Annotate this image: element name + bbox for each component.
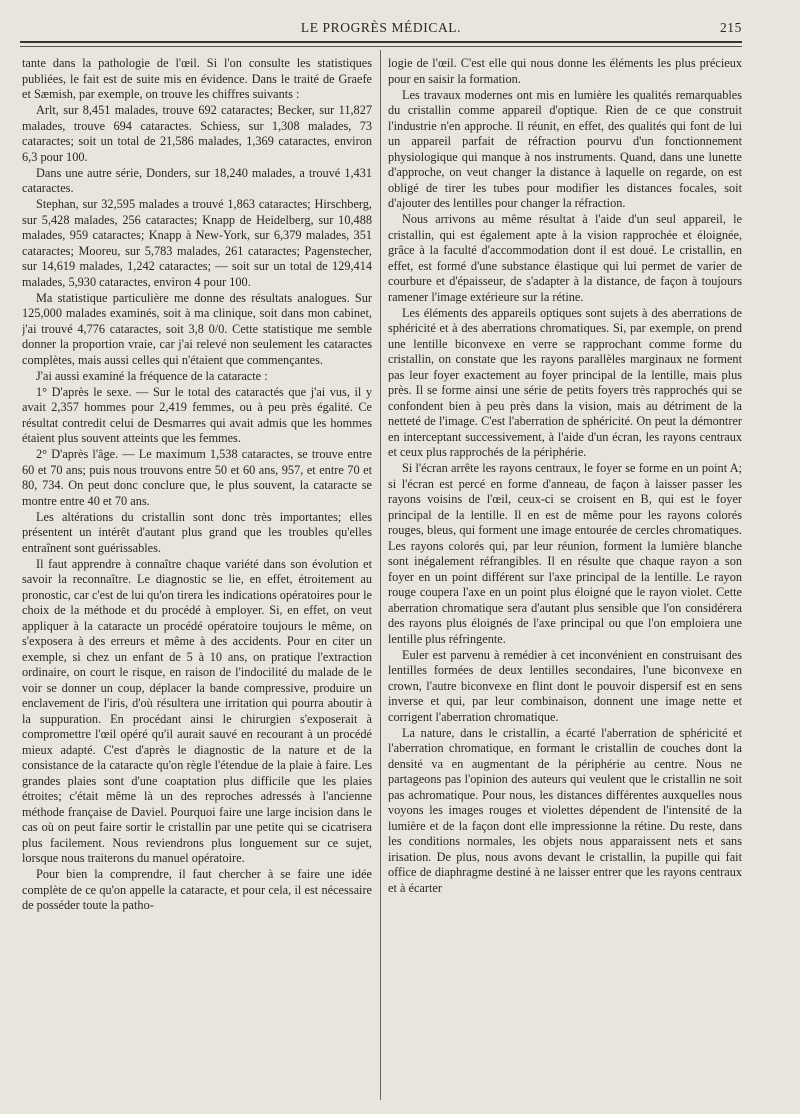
running-header: [20, 18, 742, 38]
right-column: [388, 56, 742, 1106]
paragraph: Euler est parvenu à remédier à cet inconvénient en construisant des lentilles formées de deux lentilles secondaires, l'une biconvexe en crown, l'autre biconvexe en flint dont le pouvoir dispersif est en sens inverse et qui, par leur combinaison, donnent une image nette et corrigent l'aberration chromatique.: [388, 647, 742, 724]
journal-title: LE PROGRÈS MÉDICAL.: [300, 20, 462, 35]
paragraph: Ma statistique particulière me donne des résultats analogues. Sur 125,000 malades examinés, soit à ma clinique, soit dans mon cabinet, j'ai trouvé 4,776 cataractes, soit 3,8 0/0. Cette statistique me semble donner la proportion vraie, car j'ai relevé non seulement les cataractes complètes, mais aussi celles qui n'étaient que commençantes.: [22, 290, 372, 367]
left-column: [22, 56, 372, 1106]
header-rule-thick: [20, 41, 742, 43]
paragraph: Arlt, sur 8,451 malades, trouve 692 cataractes; Becker, sur 11,827 malades, trouve 694 cataractes. Schiess, sur 1,308 malades, 73 cataractes; soit un total de 21,586 malades, 1,369 cataractes, environ 6,3 pour 100.: [22, 103, 372, 164]
paragraph: 1° D'après le sexe. — Sur le total des cataractés que j'ai vus, il y avait 2,357 hommes pour 2,419 femmes, ou à peu près égalité. Ce résultat contredit celui de Desmarres qui avait admis que les hommes étaient plus souvent atteints que les femmes.: [22, 384, 372, 445]
paragraph: La nature, dans le cristallin, a écarté l'aberration de sphéricité et l'aberration chromatique, en formant le cristallin de couches dont la densité va en augmentant de la périphérie au centre. Nous ne partageons pas l'opinion des auteurs qui veulent que le cristallin ne soit pas achromatique. Pour nous, les distances différentes auxquelles nous voyons les images rouges et violettes dépendent de l'intensité de la lumière et de la façon dont elle impressionne la rétine. Du reste, dans les conditions normales, les objets nous apparaissent nets et sans irisation. De plus, nous avons devant le cristallin, la pupille qui fait office de diaphragme destiné à ne laisser entrer que les rayons centraux et à écarter: [388, 725, 742, 895]
page-number: 215: [719, 20, 742, 35]
paragraph: J'ai aussi examiné la fréquence de la cataracte :: [36, 368, 268, 383]
paragraph: Dans une autre série, Donders, sur 18,240 malades, a trouvé 1,431 cataractes.: [22, 165, 372, 195]
paragraph: Nous arrivons au même résultat à l'aide d'un seul appareil, le cristallin, qui est également apte à la vision rapprochée et éloignée, grâce à la faculté d'accommodation dont il est doué. Le cristallin, en effet, est formé d'une substance élastique qui lui permet de varier de courbure et d'épaisseur, de s'adapter à la distance, de façon à toujours ramener l'image extérieure sur la rétine.: [388, 212, 742, 304]
column-divider: [380, 50, 381, 1100]
paragraph: tante dans la pathologie de l'œil. Si l'on consulte les statistiques publiées, le fait est de suite mis en évidence. Dans le traité de Graefe et Sæmish, par exemple, on trouve les chiffres suivants :: [22, 56, 372, 101]
paragraph: Les altérations du cristallin sont donc très importantes; elles présentent un intérêt d'autant plus grand que les troubles qu'elles entraînent sont guérissables.: [22, 509, 372, 555]
paragraph: logie de l'œil. C'est elle qui nous donne les éléments les plus précieux pour en saisir la formation.: [388, 56, 742, 86]
paragraph: Stephan, sur 32,595 malades a trouvé 1,863 cataractes; Hirschberg, sur 5,428 malades, 256 cataractes; Knapp de Heidelberg, sur 10,488 malades, 959 cataractes; Knapp à New-York, sur 6,379 malades, 351 cataractes; Mooreu, sur 5,783 malades, 261 cataractes; Pagenstecher, sur 14,619 malades, 1,242 cataractes; — soit sur un total de 129,414 malades, 5,930 cataractes, environ 4 pour 100.: [22, 197, 372, 289]
paragraph: Il faut apprendre à connaître chaque variété dans son évolution et savoir la reconnaître. Le diagnostic se lie, en effet, étroitement au pronostic, car c'est de lui qu'on tirera les indications opératoires pour le choix de la méthode et du procédé à employer. Si, en effet, on veut appliquer à la cataracte un procédé opératoire toujours le même, on s'exposera à des erreurs et même à des accidents. Pour en citer un exemple, si chez un enfant de 5 à 10 ans, on pratique l'extraction ordinaire, on court le risque, en raison de l'indocilité du malade de le voir se donner un coup, déplacer la bande compressive, produire un enclavement de l'iris, d'où résultera une irritation qui pourra aboutir à la suppuration. En procédant ainsi le chirurgien s'exposerait à compromettre l'œil opéré qu'il aurait sauvé en recourant à un procédé mieux adapté. C'est d'après le diagnostic de la nature et de la consistance de la cataracte qu'on règle l'étendue de la plaie à faire. Les grandes plaies sont d'une coaptation plus difficile que les plaies étroites; c'était même là un des reproches adressés à l'ancienne méthode française de Daviel. Pourquoi faire une large incision dans le cas où on peut faire sortir le cristallin par une petite qui se cicatrisera plus facilement. Nous reviendrons plus longuement sur ce sujet, lorsque nous traiterons du manuel opératoire.: [22, 556, 372, 865]
header-rule-thin: [20, 46, 742, 47]
paragraph: Les travaux modernes ont mis en lumière les qualités remarquables du cristallin comme appareil d'optique. Rien de ce que construit l'industrie n'en approche. Il réunit, en effet, des qualités qui font de lui un appareil parfait de réfraction pourvu d'un fonctionnement physiologique qui manque à nos instruments. Quand, dans une lunette d'approche, on veut changer la distance à laquelle on regarde, on est obligé de tirer les tubes pour modifier les distances focales, soit d'ajouter des lentilles pour changer la réfraction.: [388, 87, 742, 210]
paragraph: Les éléments des appareils optiques sont sujets à des aberrations de sphéricité et à des aberrations chromatiques. Si, par exemple, on prend une lentille biconvexe en verre se rapprochant comme forme du cristallin, on constate que les rayons parallèles marginaux ne forment pas leur foyer exactement au foyer principal de la lentille, mais plus près. Il se forme ainsi une série de petits foyers très rapprochés qui se confondent bien à peu près dans la vision, mais au détriment de la netteté de l'image. C'est l'aberration de sphéricité. On peut la démontrer en interceptant successivement, à l'aide d'un écran, les rayons centraux et ceux plus rapprochés de la périphérie.: [388, 305, 742, 459]
paragraph: Pour bien la comprendre, il faut chercher à se faire une idée complète de ce qu'on appelle la cataracte, et pour cela, il est nécessaire de posséder toute la patho-: [22, 867, 372, 912]
paragraph: Si l'écran arrête les rayons centraux, le foyer se forme en un point A; si l'écran est percé en forme d'anneau, de façon à laisser passer les rayons voisins de l'œil, ceux-ci se croisent en B, qui est le foyer principal de la lentille. Il en est de même pour les rayons colorés rouges, bleus, qui forment une image entourée de cercles chromatiques. Les rayons colorés qui, par leur réunion, forment la lumière blanche sont inégalement réfrangibles. Il en résulte que chaque rayon a son foyer en un point différent sur l'axe principal de la lentille. Le rayon rouge coupera l'axe en un point plus éloigné que le rayon violet. Cette aberration chromatique sera d'autant plus sensible que l'on considérera des rayons plus éloignés de l'axe principal ou que l'on emploiera une lentille plus réfringente.: [388, 461, 742, 646]
paragraph: 2° D'après l'âge. — Le maximum 1,538 cataractes, se trouve entre 60 et 70 ans; puis nous trouvons entre 50 et 60 ans, 957, et entre 70 et 80, 734. On peut donc conclure que, le plus souvent, la cataracte se montre entre 40 et 70 ans.: [22, 447, 372, 508]
